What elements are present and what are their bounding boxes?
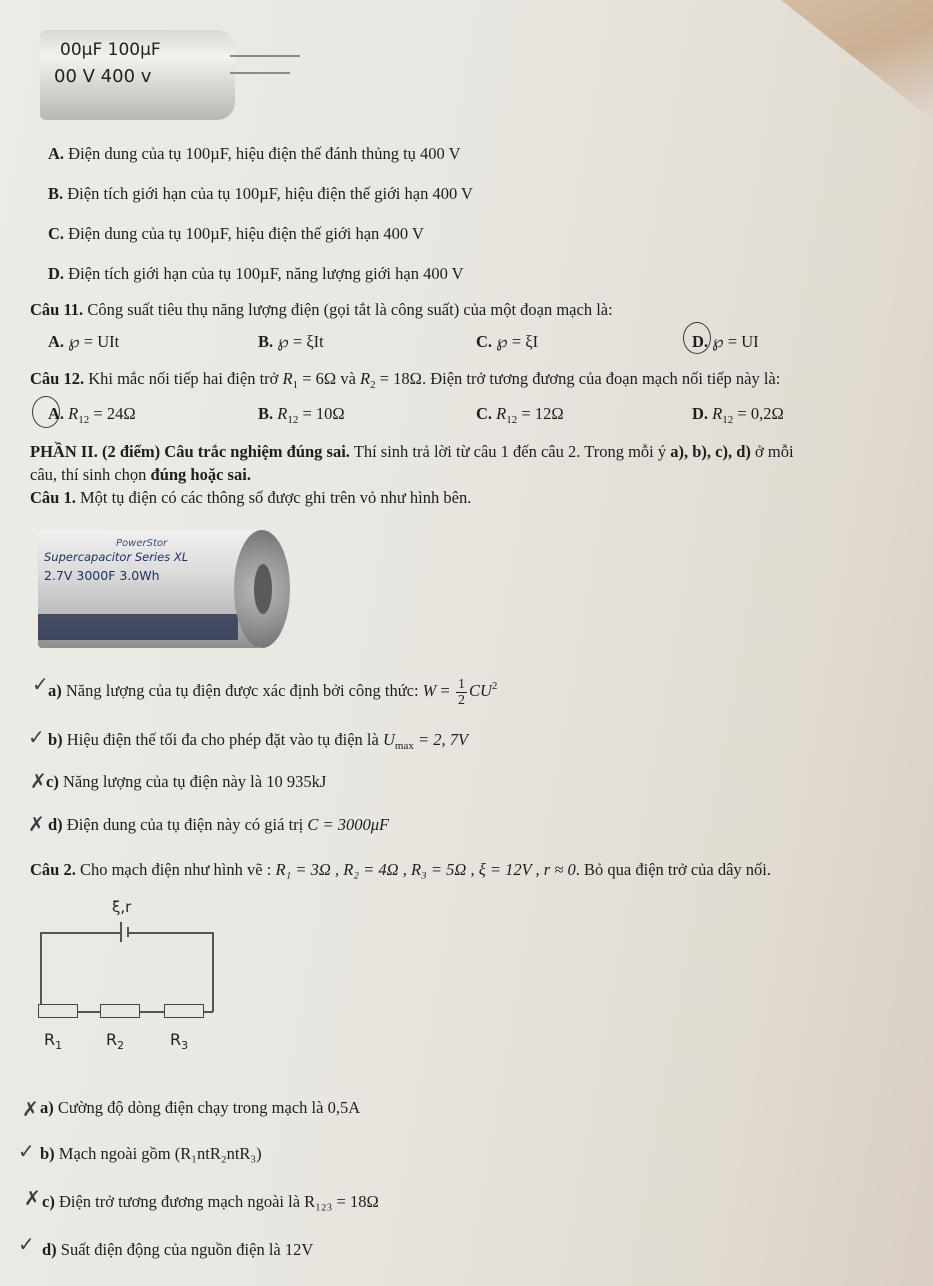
wire	[40, 932, 120, 934]
capacitor-lead	[230, 55, 300, 57]
supercapacitor-band	[38, 614, 238, 640]
source-label: ξ,r	[112, 898, 132, 916]
q1-question: Câu 1. Một tụ điện có các thông số được ghi trên vỏ như hình bên.	[30, 488, 472, 507]
resistor-r2	[100, 1004, 140, 1018]
supercapacitor-brand: PowerStor	[116, 538, 168, 549]
check-mark-icon: ✓	[32, 672, 49, 696]
answer-circle	[683, 322, 711, 354]
q1-statement-b: b) Hiệu điện thế tối đa cho phép đặt vào tụ điện là $U_{max} = 2$, 7V	[48, 730, 469, 752]
q11-option-c: C. ℘ = ξI	[476, 332, 539, 351]
resistor-r1-label: $R_1$	[44, 1030, 63, 1053]
capacitor-image-top	[40, 18, 240, 123]
wire	[212, 932, 214, 1012]
wire	[40, 932, 42, 1012]
battery-plate	[120, 922, 122, 942]
wire	[129, 932, 213, 934]
cross-mark-icon: ✗	[30, 769, 47, 793]
resistor-r3	[164, 1004, 204, 1018]
supercapacitor-terminal	[254, 564, 272, 614]
q2-statement-b: b) Mạch ngoài gồm (R₁ntR₂ntR₃)	[40, 1144, 262, 1163]
q11-option-b: B. ℘ = ξIt	[258, 332, 324, 351]
resistor-r3-label: $R_3$	[170, 1030, 189, 1053]
circuit-diagram	[36, 896, 221, 1056]
q1-statement-c: c) Năng lượng của tụ điện này là 10 935kJ	[46, 772, 327, 791]
q2-statement-c: c) Điện trở tương đương mạch ngoài là R₁₂₃ = 18Ω	[42, 1192, 379, 1211]
capacitor-label-1: 00µF 100µF	[60, 40, 161, 60]
check-mark-icon: ✓	[18, 1139, 35, 1163]
q12-option-c: C. $R_{12} = 12\Omega$	[476, 404, 564, 426]
capacitor-label-2: 00 V 400 v	[54, 66, 152, 87]
q11-question: Câu 11. Công suất tiêu thụ năng lượng điện (gọi tắt là công suất) của một đoạn mạch là:	[30, 300, 613, 319]
check-mark-icon: ✓	[18, 1232, 35, 1256]
q12-question: Câu 12. Khi mắc nối tiếp hai điện trở $R_1 = 6\Omega$ và $R_2 = 18\Omega$. Điện trở tương đương của đoạn mạch nối tiếp này là:	[30, 369, 781, 391]
fraction: $\frac{1}{2}$	[457, 676, 465, 708]
supercapacitor-image	[38, 530, 288, 648]
q1-statement-d: d) Điện dung của tụ điện này có giá trị C = 3000μF	[48, 815, 390, 834]
q2-statement-a: a) Cường độ dòng điện chạy trong mạch là 0,5A	[40, 1098, 361, 1117]
check-mark-icon: ✓	[28, 725, 45, 749]
q12-option-d: D. $R_{12} = 0,2\Omega$	[692, 404, 784, 426]
part2-intro-line2: câu, thí sinh chọn đúng hoặc sai.	[30, 465, 251, 484]
cross-mark-icon: ✗	[28, 812, 45, 836]
resistor-r1	[38, 1004, 78, 1018]
q12-option-a: A. $R_{12} = 24\Omega$	[48, 404, 136, 426]
q12-option-b: B. $R_{12} = 10\Omega$	[258, 404, 345, 426]
q1-statement-a: a) Năng lượng của tụ điện được xác định bởi công thức: W = $\frac{1}{2}$ $CU^2$	[48, 676, 498, 708]
cross-mark-icon: ✗	[24, 1186, 41, 1210]
supercapacitor-label-1: Supercapacitor Series XL	[44, 550, 189, 564]
q11-option-a: A. ℘ = UIt	[48, 332, 120, 351]
q11-option-d: D. ℘ = UI	[692, 332, 759, 351]
resistor-r2-label: $R_2$	[106, 1030, 125, 1053]
q10-option-a: A. Điện dung của tụ 100µF, hiệu điện thế đánh thủng tụ 400 V	[48, 144, 461, 163]
cross-mark-icon: ✗	[22, 1097, 39, 1121]
part2-heading: PHẦN II. (2 điểm) Câu trắc nghiệm đúng sai. Thí sinh trả lời từ câu 1 đến câu 2. Trong mỗi ý a), b), c), d) ở mỗi	[30, 442, 794, 461]
answer-circle	[32, 396, 60, 428]
capacitor-lead	[230, 72, 290, 74]
q10-option-d: D. Điện tích giới hạn của tụ 100µF, năng lượng giới hạn 400 V	[48, 264, 464, 283]
q2-question: Câu 2. Cho mạch điện như hình vẽ : R₁ = 3Ω , R₂ = 4Ω , R₃ = 5Ω , ξ = 12V , r ≈ 0. Bỏ qua điện trở của dây nối.	[30, 860, 772, 879]
q10-option-b: B. Điện tích giới hạn của tụ 100µF, hiệu điện thế giới hạn 400 V	[48, 184, 473, 203]
q10-option-c: C. Điện dung của tụ 100µF, hiệu điện thế giới hạn 400 V	[48, 224, 424, 243]
supercapacitor-label-2: 2.7V 3000F 3.0Wh	[44, 568, 160, 583]
q2-statement-d: d) Suất điện động của nguồn điện là 12V	[42, 1240, 314, 1259]
